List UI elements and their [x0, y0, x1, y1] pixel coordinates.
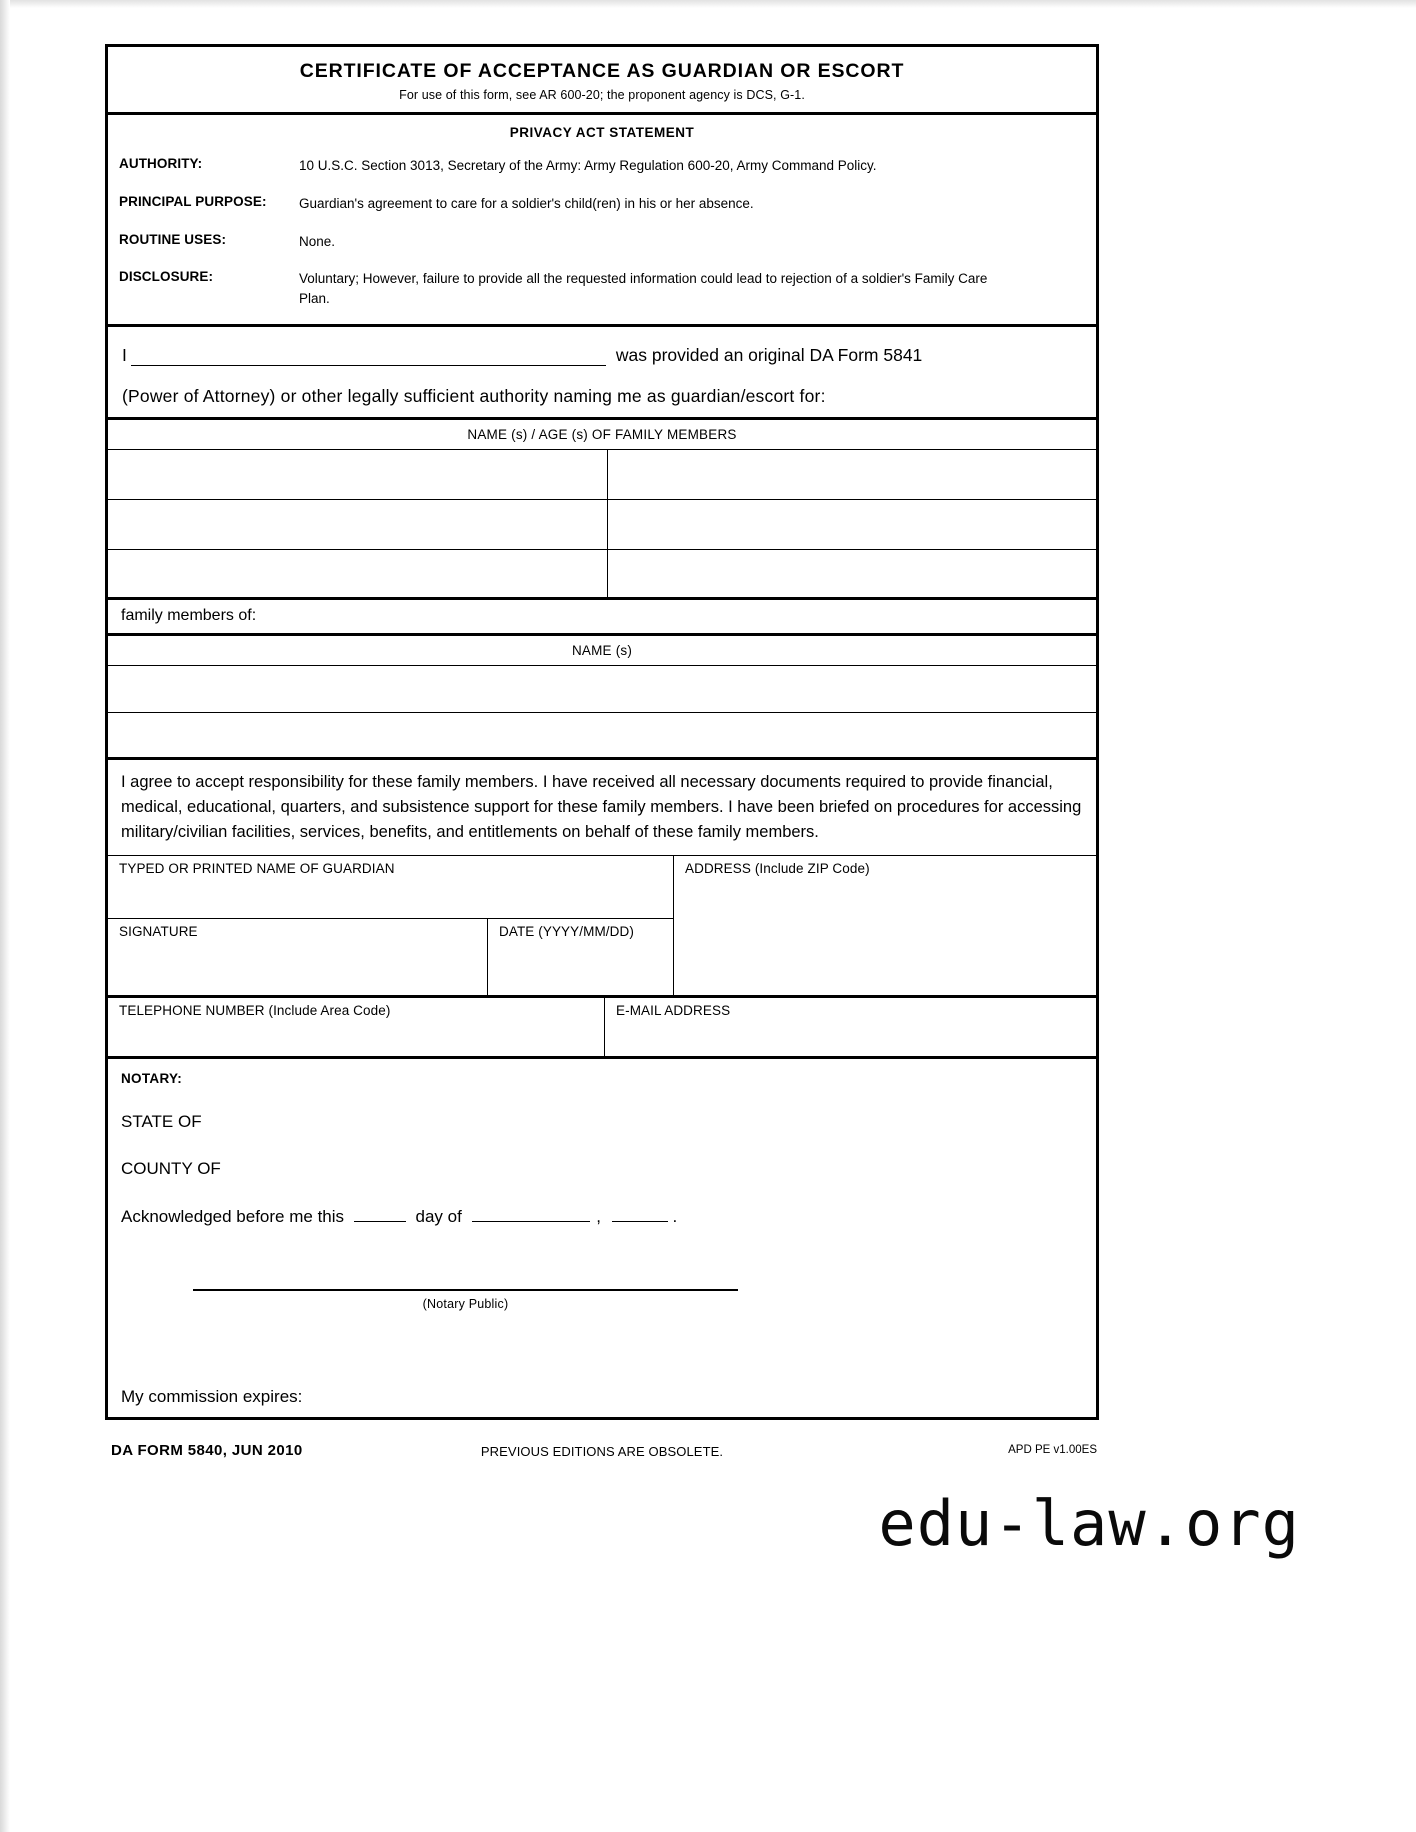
ack-month-input[interactable]: [472, 1206, 590, 1222]
disclosure-label: DISCLOSURE:: [119, 269, 214, 285]
statement-line-1: [122, 345, 1082, 366]
address-field[interactable]: [674, 856, 1096, 995]
privacy-act-title: PRIVACY ACT STATEMENT: [509, 125, 695, 141]
agreement-paragraph: I agree to accept responsibility for these family members. I have received all necessary documents required to provide financial, medical, educational, quarters, and subsistence support for these family members. I have been briefed on procedures for accessing military/civilian facilities, services, benefits, and entitlements on behalf of these family members.: [108, 760, 1096, 855]
family-member-2-age-input[interactable]: [608, 500, 1096, 549]
soldier-name-1-input[interactable]: [108, 666, 1096, 713]
signature-field[interactable]: [108, 919, 488, 995]
notary-acknowledgement-line: [121, 1206, 1084, 1227]
signature-date-row: [108, 918, 673, 995]
form-title: CERTIFICATE OF ACCEPTANCE AS GUARDIAN OR ESCORT: [299, 60, 905, 82]
soldier-name-2-input[interactable]: [108, 713, 1096, 760]
form-subtitle: For use of this form, see AR 600-20; the proponent agency is DCS, G-1.: [399, 88, 805, 103]
statement-lead-i: I: [122, 345, 127, 366]
scan-edge-left: [0, 0, 10, 1832]
acceptance-statement-section: [108, 327, 1096, 420]
guardian-info-top: [108, 856, 1096, 995]
statement-line-2: (Power of Attorney) or other legally sufficient authority naming me as guardian/escort for:: [122, 386, 826, 407]
family-member-1-name-input[interactable]: [108, 450, 608, 499]
telephone-label: TELEPHONE NUMBER (Include Area Code): [119, 1002, 391, 1018]
ack-period: .: [672, 1206, 678, 1226]
watermark-text: edu-law.org: [878, 1487, 1300, 1560]
family-members-of-label: family members of:: [108, 600, 1096, 636]
notary-signature-input[interactable]: [193, 1289, 738, 1291]
footer-form-id: DA FORM 5840, JUN 2010: [111, 1442, 303, 1459]
email-field[interactable]: [605, 998, 1096, 1056]
footer-apd-version: APD PE v1.00ES: [1008, 1444, 1097, 1456]
privacy-act-row-disclosure: [108, 269, 1096, 308]
email-label: E-MAIL ADDRESS: [616, 1002, 731, 1018]
routine-uses-label: ROUTINE USES:: [119, 231, 227, 247]
family-member-1-age-input[interactable]: [608, 450, 1096, 499]
footer-obsolete-note: PREVIOUS EDITIONS ARE OBSOLETE.: [480, 1444, 724, 1459]
soldier-names-column-header: NAME (s): [108, 636, 1096, 666]
address-label: ADDRESS (Include ZIP Code): [685, 860, 870, 876]
privacy-act-row-principal-purpose: [108, 194, 1096, 214]
ack-prefix-text: Acknowledged before me this: [121, 1206, 345, 1226]
family-member-2-name-input[interactable]: [108, 500, 608, 549]
ack-year-input[interactable]: [612, 1206, 668, 1222]
routine-uses-value: None.: [299, 233, 336, 249]
statement-after-blank: was provided an original DA Form 5841: [615, 345, 923, 366]
guardian-name-label: TYPED OR PRINTED NAME OF GUARDIAN: [119, 860, 395, 876]
disclosure-value: Voluntary; However, failure to provide all the requested information could lead to rejection of a soldier's Family Care Plan.: [299, 271, 988, 306]
privacy-act-section: [108, 115, 1096, 327]
family-member-row-3: [108, 550, 1096, 600]
ack-day-input[interactable]: [354, 1206, 406, 1222]
notary-section: [108, 1059, 1096, 1417]
date-label: DATE (YYYY/MM/DD): [499, 923, 634, 939]
da-form-5840: [105, 44, 1099, 1420]
notary-county-of: COUNTY OF: [121, 1158, 221, 1178]
family-member-row-2: [108, 500, 1096, 550]
privacy-act-row-routine-uses: [108, 232, 1096, 252]
ack-comma: ,: [596, 1206, 602, 1226]
family-member-3-name-input[interactable]: [108, 550, 608, 597]
privacy-act-row-authority: [108, 156, 1096, 176]
telephone-field[interactable]: [108, 998, 605, 1056]
notary-signature-block: [193, 1289, 738, 1311]
family-member-3-age-input[interactable]: [608, 550, 1096, 597]
contact-row: [108, 995, 1096, 1059]
scan-edge-top: [0, 0, 1416, 8]
principal-purpose-value: Guardian's agreement to care for a soldier's child(ren) in his or her absence.: [299, 196, 754, 211]
ack-day-of-text: day of: [415, 1206, 462, 1226]
signature-label: SIGNATURE: [119, 923, 198, 939]
commission-expires-label: My commission expires:: [121, 1386, 303, 1406]
guardian-info-left-column: [108, 856, 674, 995]
principal-purpose-label: PRINCIPAL PURPOSE:: [119, 194, 267, 209]
guardian-name-blank-input[interactable]: [131, 346, 606, 366]
authority-label: AUTHORITY:: [119, 156, 203, 172]
notary-state-of: STATE OF: [121, 1111, 202, 1131]
notary-signature-caption: (Notary Public): [422, 1296, 509, 1311]
family-member-row-1: [108, 450, 1096, 500]
authority-value: 10 U.S.C. Section 3013, Secretary of the Army: Army Regulation 600-20, Army Command Policy.: [299, 158, 877, 174]
form-header: [108, 47, 1096, 115]
date-field[interactable]: [488, 919, 673, 995]
guardian-name-field[interactable]: [108, 856, 673, 918]
family-members-column-header: NAME (s) / AGE (s) OF FAMILY MEMBERS: [108, 420, 1096, 450]
form-footer: [105, 1440, 1099, 1464]
notary-title: NOTARY:: [121, 1070, 183, 1086]
